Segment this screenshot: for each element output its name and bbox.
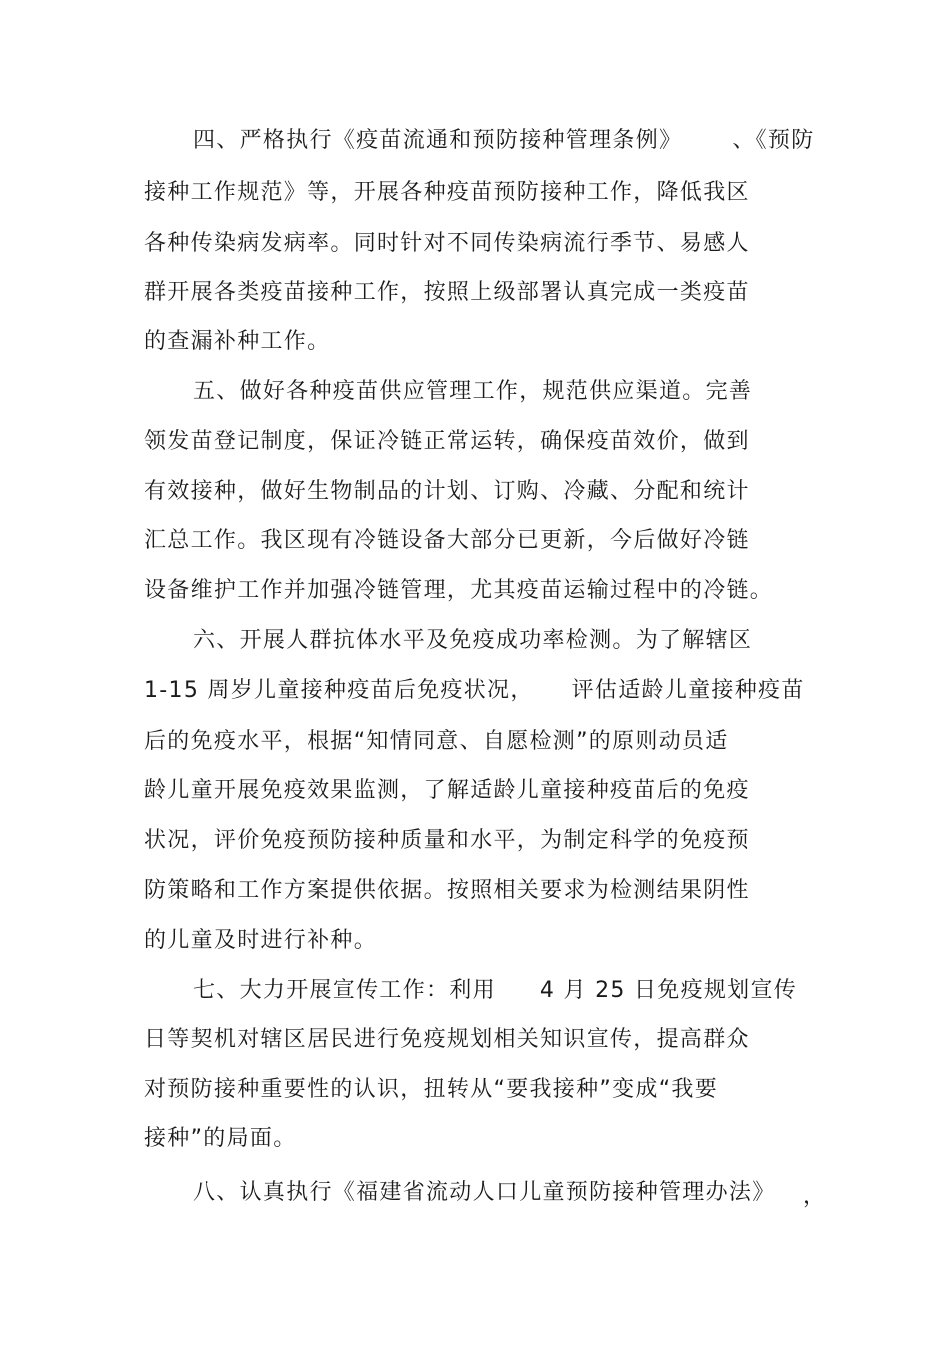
p4-line-4: 群开展各类疫苗接种工作，按照上级部署认真完成一类疫苗: [144, 280, 750, 305]
p6-line-4: 龄儿童开展免疫效果监测，了解适龄儿童接种疫苗后的免疫: [144, 778, 750, 803]
p6-line-5: 状况，评价免疫预防接种质量和水平，为制定科学的免疫预: [144, 828, 750, 853]
p4-line-3: 各种传染病发病率。同时针对不同传染病流行季节、易感人: [144, 231, 750, 256]
p5-line-5: 设备维护工作并加强冷链管理，尤其疫苗运输过程中的冷链。: [144, 578, 774, 603]
p4-line-1a: 四、严格执行《疫苗流通和预防接种管理条例》: [193, 128, 683, 153]
p7-line-1b: 4 月 25 日免疫规划宣传: [539, 978, 798, 1003]
p6-line-1: 六、开展人群抗体水平及免疫成功率检测。为了解辖区: [193, 628, 753, 653]
p7-line-3: 对预防接种重要性的认识，扭转从“要我接种”变成“我要: [144, 1077, 718, 1102]
p4-line-1: [193, 126, 815, 156]
p6-line-2: [144, 676, 805, 706]
p8-line-1: 八、认真执行《福建省流动人口儿童预防接种管理办法》: [193, 1180, 776, 1205]
p5-line-4: 汇总工作。我区现有冷链设备大部分已更新，今后做好冷链: [144, 528, 750, 553]
p5-line-1: 五、做好各种疫苗供应管理工作，规范供应渠道。完善: [193, 379, 753, 404]
p6-line-3: 后的免疫水平，根据“知情同意、自愿检测”的原则动员适: [144, 729, 729, 754]
p6-line-2a: 1-15 周岁儿童接种疫苗后免疫状况，: [144, 678, 534, 703]
p5-line-2: 领发苗登记制度，保证冷链正常运转，确保疫苗效价，做到: [144, 429, 750, 454]
p6-line-7: 的儿童及时进行补种。: [144, 928, 378, 953]
p7-line-2: 日等契机对辖区居民进行免疫规划相关知识宣传，提高群众: [144, 1027, 750, 1052]
p4-line-1b: 、《预防: [732, 128, 815, 153]
p6-line-6: 防策略和工作方案提供依据。按照相关要求为检测结果阴性: [144, 878, 750, 903]
p7-line-4: 接种”的局面。: [144, 1126, 297, 1151]
p8-trailing-comma: ，: [803, 1184, 826, 1209]
p4-line-5: 的查漏补种工作。: [144, 329, 331, 354]
p6-line-2b: 评估适龄儿童接种疫苗: [571, 678, 805, 703]
p7-line-1: [193, 976, 797, 1006]
p7-line-1a: 七、大力开展宣传工作：利用: [193, 978, 496, 1003]
p5-line-3: 有效接种，做好生物制品的计划、订购、冷藏、分配和统计: [144, 479, 750, 504]
p4-line-2: 接种工作规范》等，开展各种疫苗预防接种工作，降低我区: [144, 180, 750, 205]
